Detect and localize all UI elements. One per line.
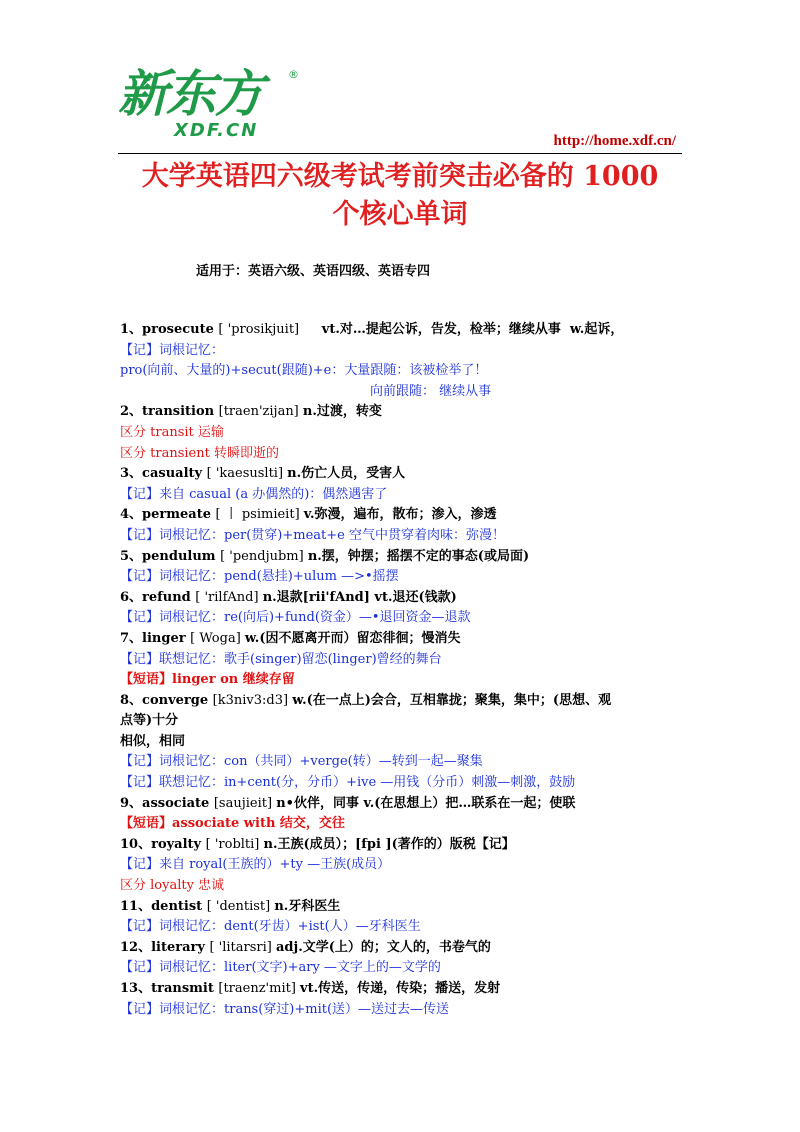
applies-to: 适用于：英语六级、英语四级、英语专四 [196, 264, 431, 279]
entry-definition: v.弥漫，遍布，散布；渗入，渗透 [303, 507, 497, 523]
entry-phonetic: [ 'kaesuslti] [206, 466, 288, 482]
entry-phonetic: [ 'litarsri] [209, 939, 276, 955]
header-url[interactable]: http://home.xdf.cn/ [553, 133, 676, 149]
memory-note: 【记】联想记忆：in+cent(分，分币）+ive —用钱（分币）刺激—刺激，鼓励 [120, 775, 576, 791]
entry-phonetic: [k3niv3:d3] [212, 692, 293, 708]
memory-note: 【记】来自 royal(王族的）+ty —王族(成员） [120, 857, 391, 873]
entry-word: 12、literary [120, 939, 210, 955]
word-entry-head [120, 588, 690, 609]
page-title [120, 158, 680, 234]
memory-note: 【记】词根记忆：per(贯穿)+meat+e 空气中贯穿着肉味：弥漫！ [120, 527, 505, 543]
logo-english: XDF.CN [174, 120, 259, 141]
memory-note: 【记】来自 casual (a 办偶然的)：偶然遇害了 [120, 486, 388, 502]
entry-word: 7、linger [120, 630, 191, 646]
entry-word: 11、dentist [120, 898, 207, 914]
title-line-2: 个核心单词 [332, 199, 468, 230]
entry-definition: n•伙伴，同事 v.(在思想上）把…联系在一起；使联 [276, 795, 576, 811]
word-entry-head [120, 938, 690, 959]
entry-definition: n.王族(成员）；[fpi ](著作的）版税【记】 [263, 836, 515, 852]
memory-note: 【记】联想记忆：歌手(singer)留恋(linger)曾经的舞台 [120, 651, 442, 667]
memory-note: 【记】词根记忆：pend(悬挂)+ulum —>•摇摆 [120, 569, 399, 585]
word-entry-head [120, 320, 690, 341]
word-entry-head [120, 505, 690, 526]
word-entry-head [120, 979, 690, 1000]
entry-phonetic: [ 'rilfAnd] [195, 589, 263, 605]
entry-phonetic: [ 'prosikjuit] [218, 322, 300, 337]
entry-word: 13、transmit [120, 981, 219, 996]
entry-phonetic: [ 'dentist] [206, 898, 275, 914]
entry-word: 9、associate [120, 795, 214, 811]
entry-definition: adj.文学(上）的；文人的，书卷气的 [275, 939, 491, 955]
phrase-note: 【短语】associate with 结交，交往 [120, 816, 345, 832]
entry-definition: w.(因不愿离开而）留恋徘徊；慢消失 [244, 630, 461, 646]
word-entry-head [120, 547, 690, 568]
memory-note: 【记】词根记忆： [120, 342, 225, 358]
entry-phonetic: [ Woga] [190, 630, 245, 646]
word-entry-head [120, 897, 690, 918]
distinguish-note: 区分 loyalty 忠诚 [120, 878, 225, 894]
entry-definition: vt.对…提起公诉，告发，检举；继续从事 w.起诉， [299, 322, 624, 337]
memory-note: pro(向前、大量的)+secut(跟随)+e：大量跟随：该被检举了！ [120, 363, 488, 379]
entry-phonetic: [saujieit] [213, 795, 277, 811]
entry-phonetic: [ 丨 psimieit] [215, 507, 304, 523]
word-list [120, 320, 690, 1020]
entry-word: 10、royalty [120, 836, 206, 852]
entry-definition: n.牙科医生 [274, 898, 341, 914]
entry-phonetic: [traen'zijan] [218, 404, 303, 420]
entry-word: 8、converge [120, 692, 213, 708]
memory-note: 【记】词根记忆：trans(穿过)+mit(送）—送过去—传送 [120, 1001, 450, 1017]
word-entry-head [120, 691, 690, 712]
distinguish-note: 区分 transient 转瞬即逝的 [120, 445, 279, 461]
entry-word: 4、permeate [120, 507, 216, 523]
word-entry-head [120, 835, 690, 856]
entry-definition: n.摆，钟摆；摇摆不定的事态(或局面) [307, 548, 530, 564]
entry-definition: n.伤亡人员，受害人 [287, 466, 406, 482]
memory-note: 向前跟随： 继续从事 [370, 383, 492, 399]
memory-note: 【记】词根记忆：re(向后)+fund(资金）—•退回资金—退款 [120, 610, 471, 626]
entry-phonetic: [ 'roblti] [205, 836, 264, 852]
registered-mark-icon: ® [288, 68, 299, 81]
phrase-note: 【短语】linger on 继续存留 [120, 672, 295, 688]
word-entry-head [120, 794, 690, 815]
header-divider [118, 153, 682, 154]
memory-note: 【记】词根记忆：dent(牙齿）+ist(人）—牙科医生 [120, 919, 421, 935]
entry-definition: w.(在一点上)会合，互相靠拢；聚集，集中；(思想、观 [292, 692, 612, 708]
word-entry-head [120, 402, 690, 423]
memory-note: 【记】词根记忆：con（共同）+verge(转）—转到一起—聚集 [120, 754, 483, 770]
entry-definition: vt.传送，传递，传染；播送，发射 [300, 981, 501, 996]
entry-word: 6、refund [120, 589, 196, 605]
entry-word: 1、prosecute [120, 322, 219, 337]
memory-note: 【记】词根记忆：liter(文字)+ary —文字上的—文学的 [120, 960, 441, 976]
entry-word: 5、pendulum [120, 548, 221, 564]
definition-continued: 点等)十分 [120, 713, 179, 729]
entry-word: 2、transition [120, 404, 219, 420]
entry-phonetic: [traenz'mit] [218, 981, 301, 996]
definition-continued: 相似，相同 [120, 733, 186, 749]
title-line-1: 大学英语四六级考试考前突击必备的 1000 [141, 161, 659, 192]
logo-chinese: 新东方 [118, 65, 262, 123]
entry-phonetic: [ 'pendjubm] [220, 548, 308, 564]
word-entry-head [120, 464, 690, 485]
entry-word: 3、casualty [120, 466, 207, 482]
entry-definition: n.过渡，转变 [302, 404, 382, 420]
distinguish-note: 区分 transit 运输 [120, 424, 224, 440]
entry-definition: n.退款[rii'fAnd] vt.退还(钱款) [262, 589, 457, 605]
word-entry-head [120, 629, 690, 650]
xdf-logo [118, 66, 318, 146]
